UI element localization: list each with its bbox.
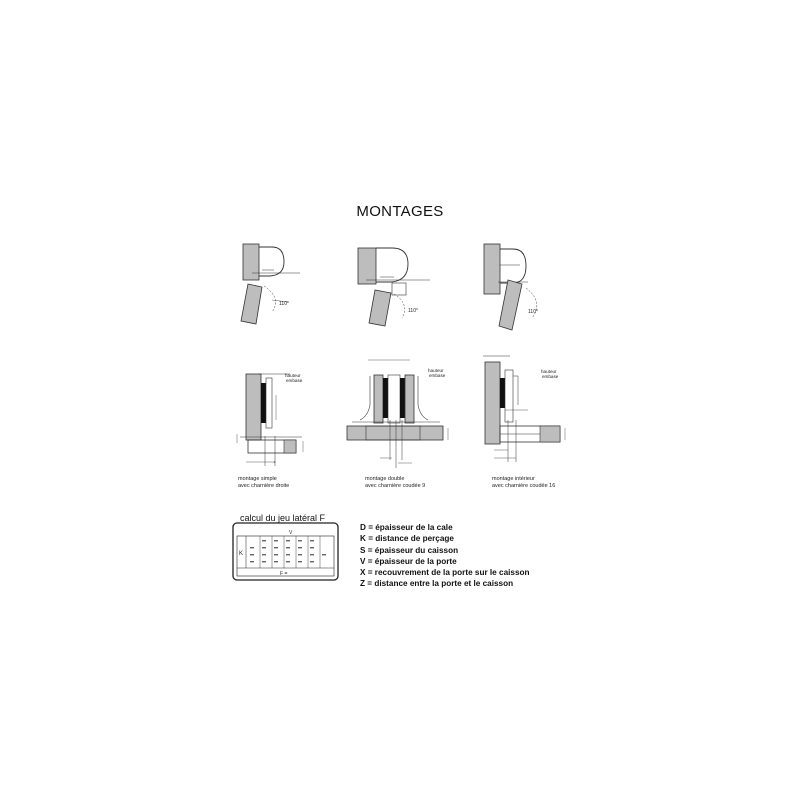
legend-item-s: S = épaisseur du caisson xyxy=(360,545,459,555)
mid-diagram-1 xyxy=(237,374,303,466)
page-title: MONTAGES xyxy=(356,203,444,220)
top-diagram-1 xyxy=(241,244,300,324)
legend-item-d: D = épaisseur de la cale xyxy=(360,523,453,532)
caption-simple: montage simple avec charnière droite xyxy=(238,476,290,489)
legend-list xyxy=(360,522,530,590)
top-diagram-1-angle: 110° xyxy=(279,301,289,307)
table-row-label: K xyxy=(239,551,244,557)
table-footer: F = xyxy=(280,571,288,577)
legend-item-x: X = recouvrement de la porte sur le caisson xyxy=(360,568,530,578)
legend-item-v: V = épaisseur de la porte xyxy=(360,556,457,566)
caption-interieur: montage intérieur avec charnière coudée 16 xyxy=(492,476,556,489)
top-diagram-2-angle: 110° xyxy=(408,308,418,314)
top-diagram-3-angle: 110° xyxy=(528,309,538,315)
table-title: calcul du jeu latéral F xyxy=(240,513,326,523)
mid-diagram-2-note: hauteur embase xyxy=(428,368,446,378)
top-diagram-3 xyxy=(484,244,537,330)
table-marker-v: V xyxy=(289,530,293,536)
top-diagram-2 xyxy=(358,248,430,326)
mid-diagram-3-note: hauteur embase xyxy=(541,369,559,379)
legend-item-k: K = distance de perçage xyxy=(360,534,454,544)
legend-item-z: Z = distance entre la porte et le caisson xyxy=(360,579,514,589)
caption-double: montage double avec charnière coudée 9 xyxy=(365,476,426,489)
mid-diagram-1-note: hauteur embase xyxy=(285,373,303,383)
